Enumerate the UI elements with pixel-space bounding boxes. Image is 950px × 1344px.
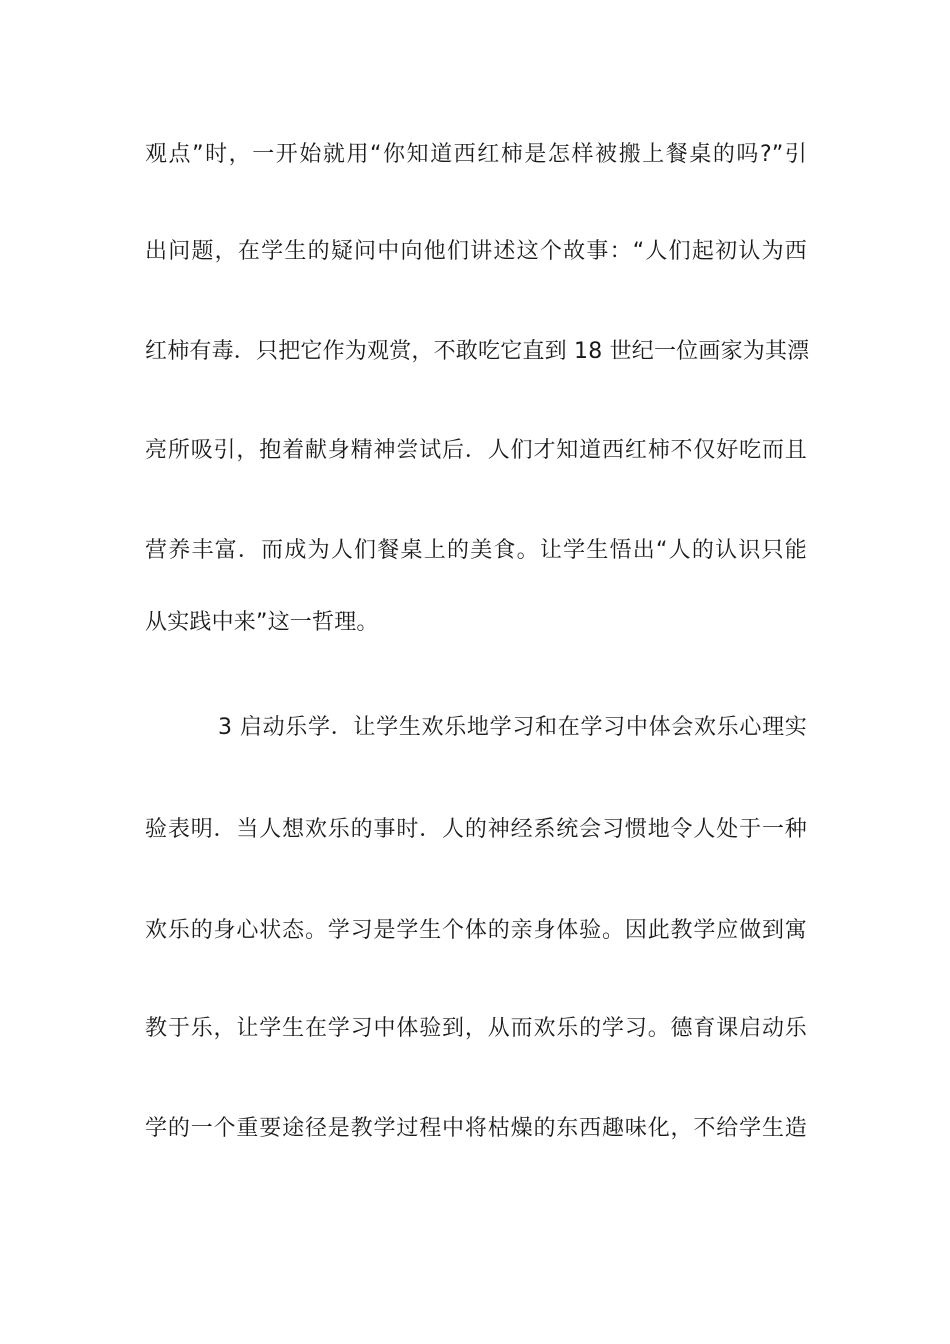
text-line: 验表明．当人想欢乐的事时．人的神经系统会习惯地令人处于一种	[145, 817, 807, 842]
text-line: 营养丰富．而成为人们餐桌上的美食。让学生悟出“人的认识只能	[145, 538, 807, 563]
text-line: 学的一个重要途径是教学过程中将枯燥的东西趣味化，不给学生造	[145, 1116, 807, 1141]
text-line: 出问题，在学生的疑问中向他们讲述这个故事：“人们起初认为西	[145, 239, 807, 264]
text-line: 欢乐的身心状态。学习是学生个体的亲身体验。因此教学应做到寓	[145, 918, 807, 943]
text-line-paragraph-end: 从实践中来”这一哲理。	[145, 610, 379, 635]
text-line: 亮所吸引，抱着献身精神尝试后．人们才知道西红柿不仅好吃而且	[145, 438, 807, 463]
text-line: 观点”时，一开始就用“你知道西红柿是怎样被搬上餐桌的吗?”引	[145, 142, 807, 167]
text-line: 红柿有毒．只把它作为观赏，不敢吃它直到 18 世纪一位画家为其漂	[145, 339, 810, 364]
text-line-paragraph-start: 3 启动乐学．让学生欢乐地学习和在学习中体会欢乐心理实	[218, 715, 807, 740]
text-line: 教于乐，让学生在学习中体验到，从而欢乐的学习。德育课启动乐	[145, 1016, 807, 1041]
